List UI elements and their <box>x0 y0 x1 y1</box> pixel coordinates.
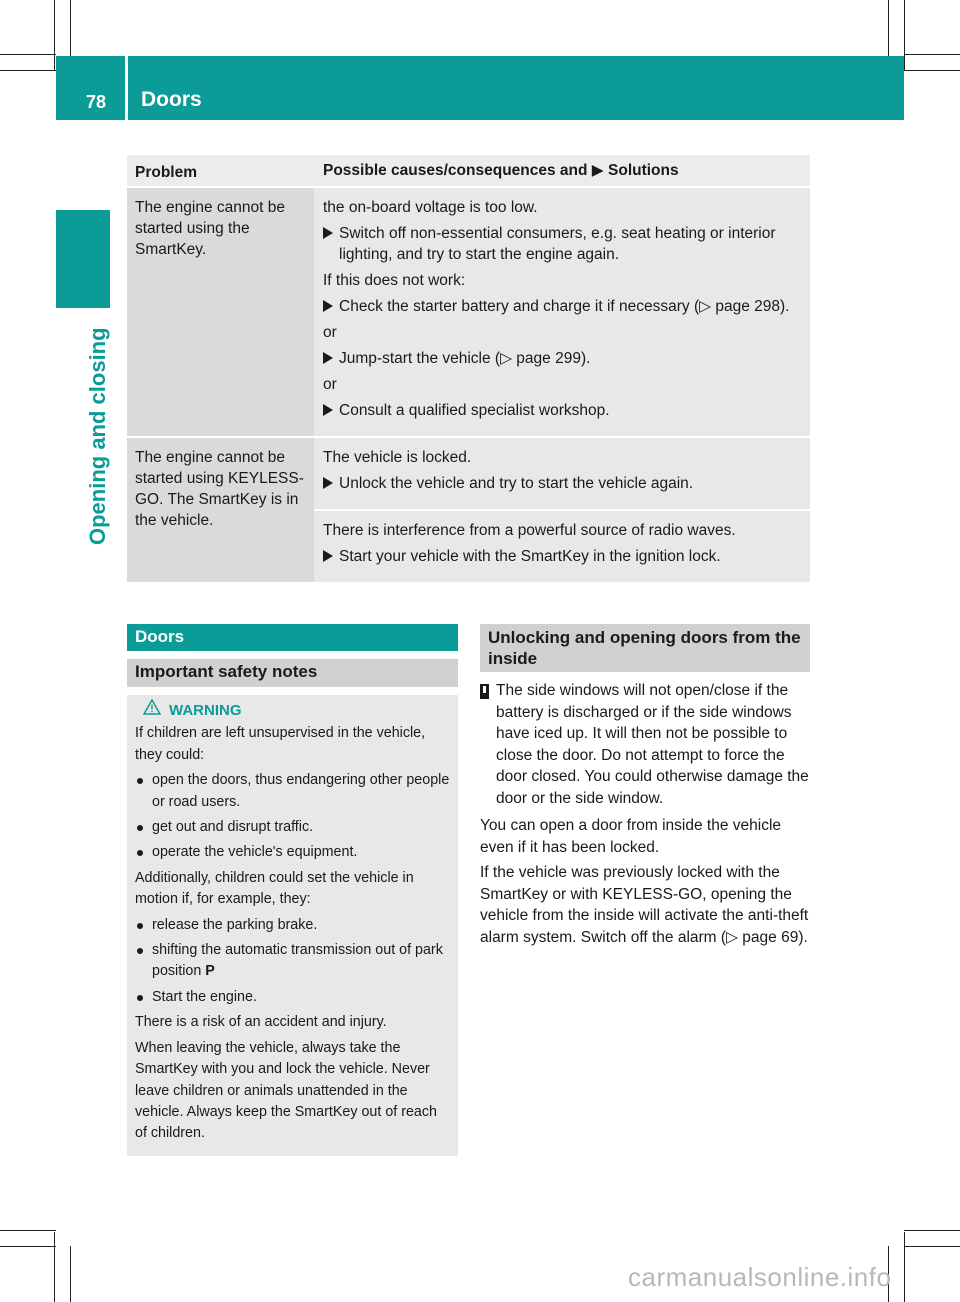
crop-mark <box>70 1246 71 1302</box>
arrow-right-icon <box>323 473 339 494</box>
arrow-right-icon <box>323 546 339 567</box>
solution-block <box>314 509 810 582</box>
list-item <box>135 940 450 983</box>
subsection-heading-unlocking: Unlocking and opening doors from the inside <box>480 624 810 672</box>
chapter-tab <box>56 210 110 308</box>
warning-triangle-icon <box>143 699 161 721</box>
subsection-heading-safety: Important safety notes <box>127 659 458 687</box>
warning-intro: If children are left unsupervised in the vehicle, they could: <box>135 725 426 763</box>
page-title: Doors <box>141 88 202 111</box>
table-row <box>127 438 810 584</box>
crop-mark <box>888 0 889 56</box>
body-paragraph: If the vehicle was previously locked with the SmartKey or with KEYLESS-GO, opening the vehicle from the inside will activate the anti-theft alarm system. Switch off the alarm (▷ page 69). <box>480 864 809 946</box>
unlocking-body <box>480 680 812 952</box>
crop-mark <box>0 1230 56 1231</box>
solution-block <box>314 188 810 436</box>
list-item-text-main: shifting the automatic transmission out of park position <box>152 942 443 980</box>
crop-mark <box>0 54 56 55</box>
action-item <box>323 223 801 265</box>
action-item <box>323 400 801 421</box>
solution-cell <box>314 188 810 436</box>
header-problem: Problem <box>135 164 198 181</box>
crop-mark <box>904 70 960 71</box>
watermark: carmanualsonline.info <box>628 1262 892 1292</box>
park-letter: P <box>205 963 215 980</box>
or-text: or <box>323 324 337 341</box>
crop-mark <box>904 54 960 55</box>
action-item <box>323 473 801 494</box>
problem-cell: The engine cannot be started using the SmartKey. <box>127 188 314 436</box>
list-item-text: open the doors, thus endangering other people or road users. <box>152 772 450 810</box>
cause-text: the on-board voltage is too low. <box>323 199 538 216</box>
list-item <box>135 817 450 838</box>
action-text: Switch off non-essential consumers, e.g. seat heating or interior lighting, and try to start the engine again. <box>339 225 776 263</box>
header-solutions: Possible causes/consequences and ▶ Solutions <box>323 162 679 179</box>
problem-cell: The engine cannot be started using KEYLESS-GO. The SmartKey is in the vehicle. <box>127 438 314 582</box>
crop-mark <box>70 0 71 56</box>
list-item <box>135 987 450 1008</box>
action-text: Consult a qualified specialist workshop. <box>339 402 610 419</box>
or-text: or <box>323 376 337 393</box>
note-text: The side windows will not open/close if the battery is discharged or if the side windows have iced up. It will then not be possible to close the door. Do not attempt to force the door closed. You could otherwise damage the door or the side window. <box>496 682 809 807</box>
crop-mark <box>904 1232 905 1302</box>
warning-risk: There is a risk of an accident and injury. <box>135 1014 387 1031</box>
bullet-icon <box>135 915 152 936</box>
action-text: Check the starter battery and charge it if necessary (▷ page 298). <box>339 298 790 315</box>
table-header <box>127 155 810 188</box>
action-item <box>323 296 801 317</box>
note-item <box>480 680 812 809</box>
action-text: Start your vehicle with the SmartKey in the ignition lock. <box>339 548 721 565</box>
action-text: Jump-start the vehicle (▷ page 299). <box>339 350 591 367</box>
crop-mark <box>904 1246 960 1247</box>
warning-title <box>135 699 450 721</box>
list-item <box>135 842 450 863</box>
list-item-text: release the parking brake. <box>152 916 318 933</box>
action-text: Unlock the vehicle and try to start the vehicle again. <box>339 475 694 492</box>
bullet-icon <box>135 940 152 983</box>
crop-mark <box>904 0 905 70</box>
list-item <box>135 770 450 813</box>
crop-mark <box>0 1246 56 1247</box>
action-item <box>323 348 801 369</box>
bullet-icon <box>135 770 152 813</box>
warning-leaving: When leaving the vehicle, always take the SmartKey with you and lock the vehicle. Never leave children or animals unattended in the vehicle. Always keep the SmartKey out of reach of children. <box>135 1039 437 1142</box>
crop-mark <box>904 1230 960 1231</box>
warning-box <box>127 695 458 1156</box>
crop-mark <box>0 70 56 71</box>
bullet-icon <box>135 817 152 838</box>
section-heading-doors: Doors <box>127 624 458 651</box>
solution-block <box>314 438 810 509</box>
bullet-icon <box>135 842 152 863</box>
troubleshooting-table <box>127 155 810 584</box>
arrow-right-icon <box>323 223 339 265</box>
arrow-right-icon <box>323 400 339 421</box>
list-item-text <box>152 940 450 983</box>
condition-text: If this does not work: <box>323 272 466 289</box>
cause-text: The vehicle is locked. <box>323 449 472 466</box>
page-number: 78 <box>86 92 107 112</box>
bullet-icon <box>135 987 152 1008</box>
body-paragraph: You can open a door from inside the vehicle even if it has been locked. <box>480 817 782 856</box>
action-item <box>323 546 801 567</box>
list-item-text: get out and disrupt traffic. <box>152 819 314 836</box>
solution-cell <box>314 438 810 582</box>
crop-mark <box>54 1232 55 1302</box>
list-item-text: Start the engine. <box>152 988 257 1005</box>
crop-mark <box>54 0 55 70</box>
list-item-text: operate the vehicle's equipment. <box>152 844 358 861</box>
arrow-right-icon <box>323 348 339 369</box>
warning-label: WARNING <box>169 701 242 719</box>
warning-additional: Additionally, children could set the vehicle in motion if, for example, they: <box>135 869 414 908</box>
list-item <box>135 915 450 936</box>
cause-text: There is interference from a powerful source of radio waves. <box>323 522 736 539</box>
chapter-label: Opening and closing <box>85 327 110 545</box>
table-row <box>127 188 810 438</box>
exclamation-icon <box>480 680 496 809</box>
arrow-right-icon <box>323 296 339 317</box>
